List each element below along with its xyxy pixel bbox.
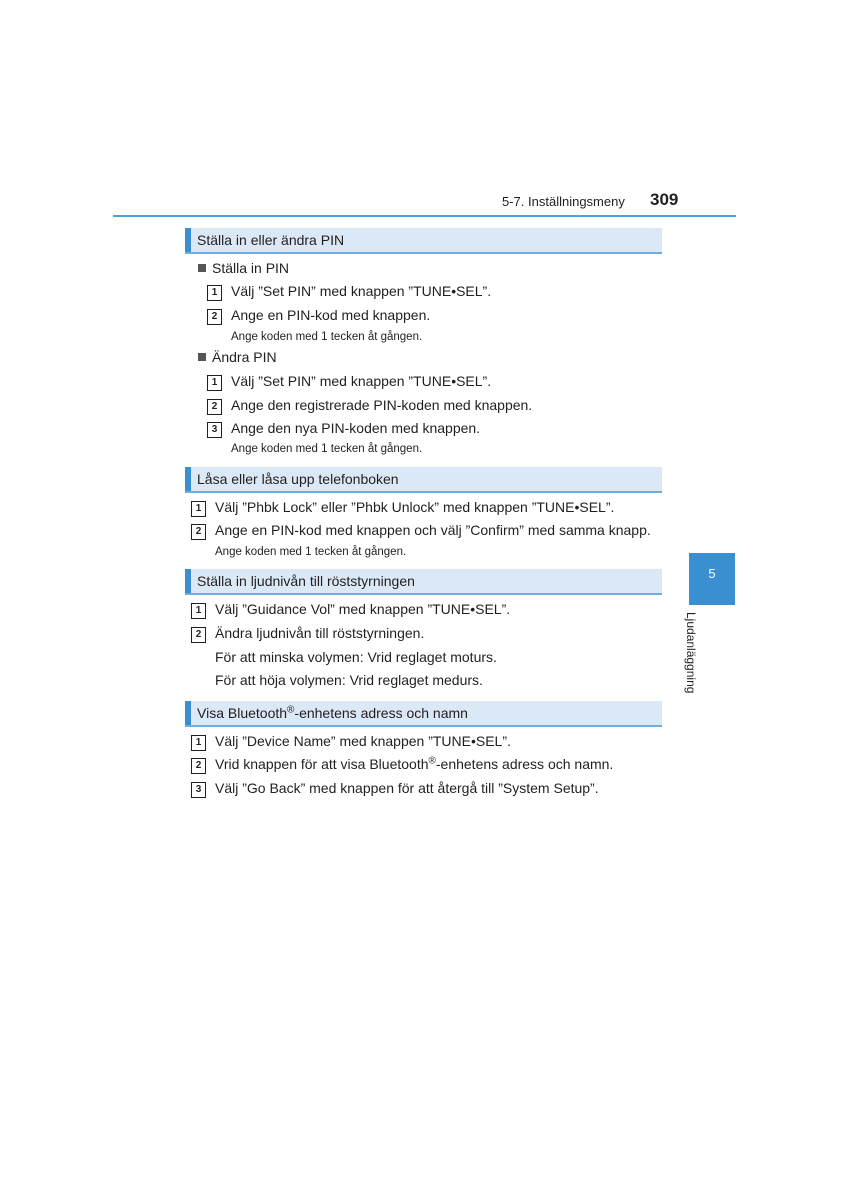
step-item xyxy=(207,420,480,438)
heading-text-part: Visa Bluetooth xyxy=(197,705,288,721)
step-number: 1 xyxy=(191,735,206,751)
step-item xyxy=(191,625,424,643)
step-number: 2 xyxy=(191,524,206,540)
step-text: Välj ”Set PIN” med knappen ”TUNE•SEL”. xyxy=(231,373,492,389)
subheading-text: Ändra PIN xyxy=(212,349,277,365)
square-bullet-icon xyxy=(198,353,206,361)
subheading-set-pin xyxy=(198,260,289,276)
step-number: 2 xyxy=(207,399,222,415)
step-item xyxy=(207,373,491,391)
header-divider xyxy=(113,215,736,217)
section-heading-text xyxy=(197,705,468,721)
step-note: Ange koden med 1 tecken åt gången. xyxy=(215,546,407,558)
step-item xyxy=(191,499,614,517)
step-text: Välj ”Go Back” med knappen för att återgå till ”System Setup”. xyxy=(215,780,599,796)
section-heading-text: Ställa in ljudnivån till röststyrningen xyxy=(197,573,415,589)
section-heading-accent xyxy=(185,701,191,725)
section-heading-accent xyxy=(185,228,191,252)
step-text: Välj ”Device Name” med knappen ”TUNE•SEL”. xyxy=(215,733,511,749)
step-text: Välj ”Set PIN” med knappen ”TUNE•SEL”. xyxy=(231,283,492,299)
step-number: 3 xyxy=(207,422,222,438)
step-text: Ange den nya PIN-koden med knappen. xyxy=(231,420,481,436)
step-text: Välj ”Guidance Vol” med knappen ”TUNE•SEL”. xyxy=(215,601,511,617)
registered-mark: ® xyxy=(287,704,295,716)
step-text-part: Vrid knappen för att visa Bluetooth xyxy=(215,756,429,772)
section-heading-text: Ställa in eller ändra PIN xyxy=(197,232,345,248)
subheading-text: Ställa in PIN xyxy=(212,260,290,276)
chapter-number: 5 xyxy=(708,566,716,581)
chapter-label: Ljudanläggning xyxy=(684,612,698,694)
chapter-tab xyxy=(689,553,735,605)
step-number: 1 xyxy=(207,375,222,391)
step-text-part: -enhetens adress och namn. xyxy=(435,756,614,772)
step-item xyxy=(191,780,599,798)
step-number: 2 xyxy=(207,309,222,325)
step-number: 2 xyxy=(191,627,206,643)
step-note: Ange koden med 1 tecken åt gången. xyxy=(231,443,423,455)
step-text: Ange en PIN-kod med knappen. xyxy=(231,307,431,323)
step-item xyxy=(191,733,511,751)
step-number: 2 xyxy=(191,758,206,774)
step-note: Ange koden med 1 tecken åt gången. xyxy=(231,331,423,343)
step-item xyxy=(207,283,491,301)
section-heading-accent xyxy=(185,569,191,593)
square-bullet-icon xyxy=(198,264,206,272)
section-heading-set-pin xyxy=(185,228,662,254)
running-header-section: 5-7. Inställningsmeny xyxy=(502,194,625,209)
step-item xyxy=(207,397,532,415)
step-text: Ändra ljudnivån till röststyrningen. xyxy=(215,625,425,641)
section-heading-accent xyxy=(185,467,191,491)
step-item xyxy=(191,756,613,774)
step-number: 1 xyxy=(191,501,206,517)
step-item xyxy=(191,601,510,619)
section-heading-bluetooth-device xyxy=(185,701,662,727)
step-number: 3 xyxy=(191,782,206,798)
section-heading-voice-volume xyxy=(185,569,662,595)
section-heading-text: Låsa eller låsa upp telefonboken xyxy=(197,471,399,487)
step-item xyxy=(207,307,430,325)
step-detail: För att minska volymen: Vrid reglaget moturs. xyxy=(215,649,497,665)
step-text: Välj ”Phbk Lock” eller ”Phbk Unlock” med knappen ”TUNE•SEL”. xyxy=(215,499,615,515)
heading-text-part: -enhetens adress och namn xyxy=(294,705,468,721)
step-item xyxy=(191,522,651,540)
subheading-change-pin xyxy=(198,349,277,365)
page-number: 309 xyxy=(650,190,679,209)
step-number: 1 xyxy=(191,603,206,619)
step-detail: För att höja volymen: Vrid reglaget medurs. xyxy=(215,672,483,688)
registered-mark: ® xyxy=(428,755,436,767)
step-text: Ange en PIN-kod med knappen och välj ”Confirm” med samma knapp. xyxy=(215,522,651,538)
step-number: 1 xyxy=(207,285,222,301)
section-heading-phonebook-lock xyxy=(185,467,662,493)
step-text: Ange den registrerade PIN-koden med knappen. xyxy=(231,397,533,413)
